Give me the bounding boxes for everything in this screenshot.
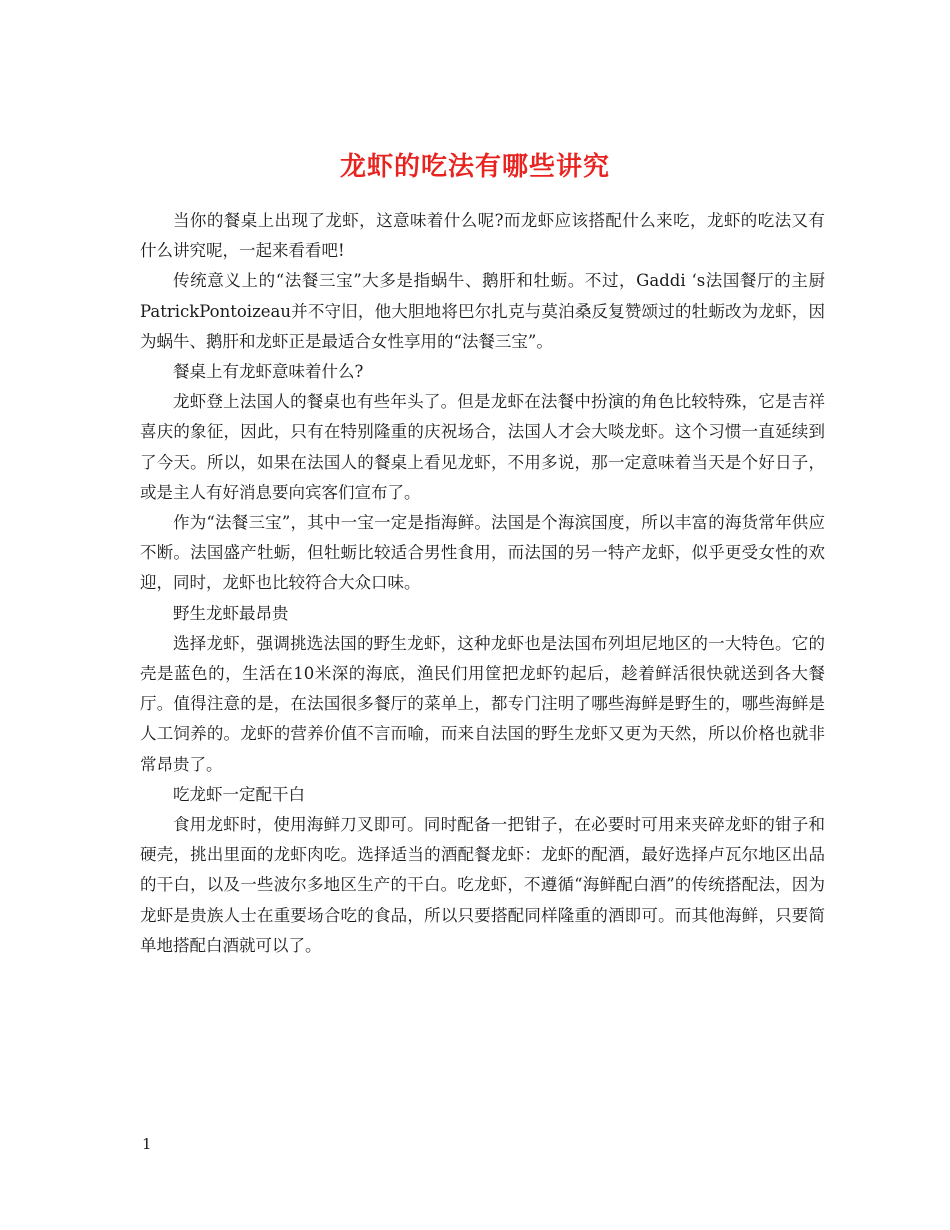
document-body [140,206,825,961]
paragraph-intro: 当你的餐桌上出现了龙虾，这意味着什么呢?而龙虾应该搭配什么来吃，龙虾的吃法又有什么讲究呢，一起来看看吧! [140,211,825,261]
paragraph-wild-lobster: 选择龙虾，强调挑选法国的野生龙虾，这种龙虾也是法国布列坦尼地区的一大特色。它的壳是蓝色的，生活在10米深的海底，渔民们用筐把龙虾钓起后，趁着鲜活很快就送到各大餐厅。值得注意的是，在法国很多餐厅的菜单上，都专门注明了哪些海鲜是野生的，哪些海鲜是人工饲养的。龙虾的营养价值不言而喻，而来自法国的野生龙虾又更为天然，所以价格也就非常昂贵了。 [140,633,825,774]
paragraph-meaning: 龙虾登上法国人的餐桌也有些年头了。但是龙虾在法餐中扮演的角色比较特殊，它是吉祥喜庆的象征，因此，只有在特别隆重的庆祝场合，法国人才会大啖龙虾。这个习惯一直延续到了今天。所以，如果在法国人的餐桌上看见龙虾，不用多说，那一定意味着当天是个好日子，或是主人有好消息要向宾客们宣布了。 [140,392,825,502]
paragraph-three-treasures: 传统意义上的“法餐三宝”大多是指蜗牛、鹅肝和牡蛎。不过，Gaddi ‘s法国餐厅的主厨PatrickPontoizeau并不守旧，他大胆地将巴尔扎克与莫泊桑反复赞颂过的牡蛎改为龙虾，因为蜗牛、鹅肝和龙虾正是最适合女性享用的“法餐三宝”。 [140,271,825,351]
section-heading-white-wine: 吃龙虾一定配干白 [173,784,305,804]
page-number: 1 [142,1135,152,1153]
section-heading-wild-lobster: 野生龙虾最昂贵 [173,603,289,623]
paragraph-white-wine: 食用龙虾时，使用海鲜刀叉即可。同时配备一把钳子，在必要时可用来夹碎龙虾的钳子和硬壳，挑出里面的龙虾肉吃。选择适当的酒配餐龙虾：龙虾的配酒，最好选择卢瓦尔地区出品的干白，以及一些波尔多地区生产的干白。吃龙虾，不遵循“海鲜配白酒”的传统搭配法，因为龙虾是贵族人士在重要场合吃的食品，所以只要搭配同样隆重的酒即可。而其他海鲜，只要简单地搭配白酒就可以了。 [140,815,825,955]
section-heading-meaning: 餐桌上有龙虾意味着什么? [173,362,364,382]
paragraph-seafood: 作为“法餐三宝”，其中一宝一定是指海鲜。法国是个海滨国度，所以丰富的海货常年供应不断。法国盛产牡蛎，但牡蛎比较适合男性食用，而法国的另一特产龙虾，似乎更受女性的欢迎，同时，龙虾也比较符合大众口味。 [140,513,825,593]
document-title: 龙虾的吃法有哪些讲究 [339,152,610,183]
